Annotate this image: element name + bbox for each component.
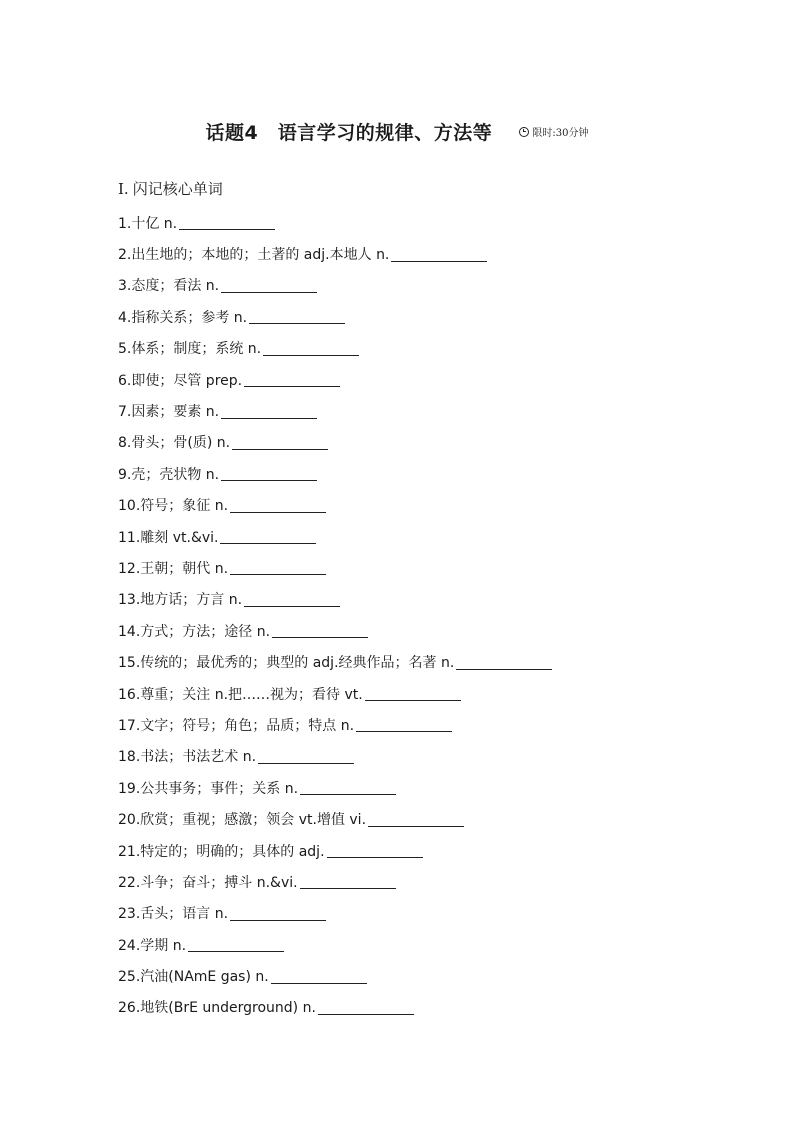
answer-blank[interactable]	[300, 780, 396, 795]
time-limit	[519, 124, 588, 139]
list-item	[118, 301, 552, 332]
item-text: 10.符号；象征 n.	[118, 498, 229, 515]
list-item	[118, 458, 552, 489]
answer-blank[interactable]	[356, 717, 452, 732]
item-text: 17.文字；符号；角色；品质；特点 n.	[118, 717, 355, 734]
list-item	[118, 364, 552, 395]
answer-blank[interactable]	[368, 812, 464, 827]
answer-blank[interactable]	[258, 749, 354, 764]
answer-blank[interactable]	[188, 937, 284, 952]
item-text: 13.地方话；方言 n.	[118, 592, 243, 609]
answer-blank[interactable]	[179, 215, 275, 230]
item-text: 11.雕刻 vt.&vi.	[118, 529, 219, 546]
list-item	[118, 898, 552, 929]
answer-blank[interactable]	[221, 278, 317, 293]
clock-icon	[519, 127, 529, 137]
answer-blank[interactable]	[456, 655, 552, 670]
item-text: 12.王朝；朝代 n.	[118, 560, 229, 577]
item-text: 2.出生地的；本地的；土著的 adj.本地人 n.	[118, 247, 390, 264]
item-text: 4.指称关系；参考 n.	[118, 309, 248, 326]
item-text: 22.斗争；奋斗；搏斗 n.&vi.	[118, 874, 298, 891]
page-title: 话题4 语言学习的规律、方法等	[205, 122, 493, 144]
item-text: 24.学期 n.	[118, 937, 187, 954]
list-item	[118, 584, 552, 615]
answer-blank[interactable]	[300, 874, 396, 889]
answer-blank[interactable]	[244, 592, 340, 607]
answer-blank[interactable]	[220, 529, 316, 544]
list-item	[118, 490, 552, 521]
section-number: Ⅰ.	[118, 180, 129, 198]
list-item	[118, 552, 552, 583]
item-text: 25.汽油(NAmE gas) n.	[118, 969, 269, 986]
list-item	[118, 207, 552, 238]
list-item	[118, 333, 552, 364]
item-text: 16.尊重；关注 n.把……视为；看待 vt.	[118, 686, 363, 703]
answer-blank[interactable]	[221, 404, 317, 419]
list-item	[118, 427, 552, 458]
answer-blank[interactable]	[272, 623, 368, 638]
item-text: 15.传统的；最优秀的；典型的 adj.经典作品；名著 n.	[118, 655, 455, 672]
list-item	[118, 238, 552, 269]
answer-blank[interactable]	[232, 435, 328, 450]
section-heading	[118, 178, 223, 199]
answer-blank[interactable]	[263, 341, 359, 356]
list-item	[118, 270, 552, 301]
list-item	[118, 929, 552, 960]
item-text: 14.方式；方法；途径 n.	[118, 623, 271, 640]
answer-blank[interactable]	[271, 969, 367, 984]
answer-blank[interactable]	[391, 247, 487, 262]
answer-blank[interactable]	[365, 686, 461, 701]
item-text: 7.因素；要素 n.	[118, 404, 220, 421]
list-item	[118, 866, 552, 897]
list-item	[118, 960, 552, 991]
item-text: 19.公共事务；事件；关系 n.	[118, 780, 299, 797]
section-title: 闪记核心单词	[132, 180, 223, 198]
item-text: 6.即使；尽管 prep.	[118, 372, 243, 389]
list-item	[118, 992, 552, 1023]
list-item	[118, 615, 552, 646]
item-text: 20.欣赏；重视；感激；领会 vt.增值 vi.	[118, 812, 367, 829]
time-limit-text: 限时:30分钟	[532, 128, 589, 139]
list-item	[118, 835, 552, 866]
answer-blank[interactable]	[318, 1000, 414, 1015]
item-text: 1.十亿 n.	[118, 215, 178, 232]
answer-blank[interactable]	[221, 466, 317, 481]
list-item	[118, 678, 552, 709]
list-item	[118, 709, 552, 740]
list-item	[118, 772, 552, 803]
list-item	[118, 521, 552, 552]
item-text: 8.骨头；骨(质) n.	[118, 435, 231, 452]
vocabulary-list	[118, 207, 552, 1023]
list-item	[118, 646, 552, 677]
item-text: 21.特定的；明确的；具体的 adj.	[118, 843, 325, 860]
item-text: 5.体系；制度；系统 n.	[118, 341, 262, 358]
list-item	[118, 741, 552, 772]
answer-blank[interactable]	[230, 560, 326, 575]
answer-blank[interactable]	[249, 309, 345, 324]
item-text: 26.地铁(BrE underground) n.	[118, 1000, 316, 1017]
answer-blank[interactable]	[327, 843, 423, 858]
item-text: 18.书法；书法艺术 n.	[118, 749, 257, 766]
item-text: 3.态度；看法 n.	[118, 278, 220, 295]
answer-blank[interactable]	[230, 498, 326, 513]
list-item	[118, 803, 552, 834]
item-text: 23.舌头；语言 n.	[118, 906, 229, 923]
page-header	[0, 118, 794, 145]
answer-blank[interactable]	[244, 372, 340, 387]
item-text: 9.壳；壳状物 n.	[118, 466, 220, 483]
list-item	[118, 395, 552, 426]
answer-blank[interactable]	[230, 906, 326, 921]
